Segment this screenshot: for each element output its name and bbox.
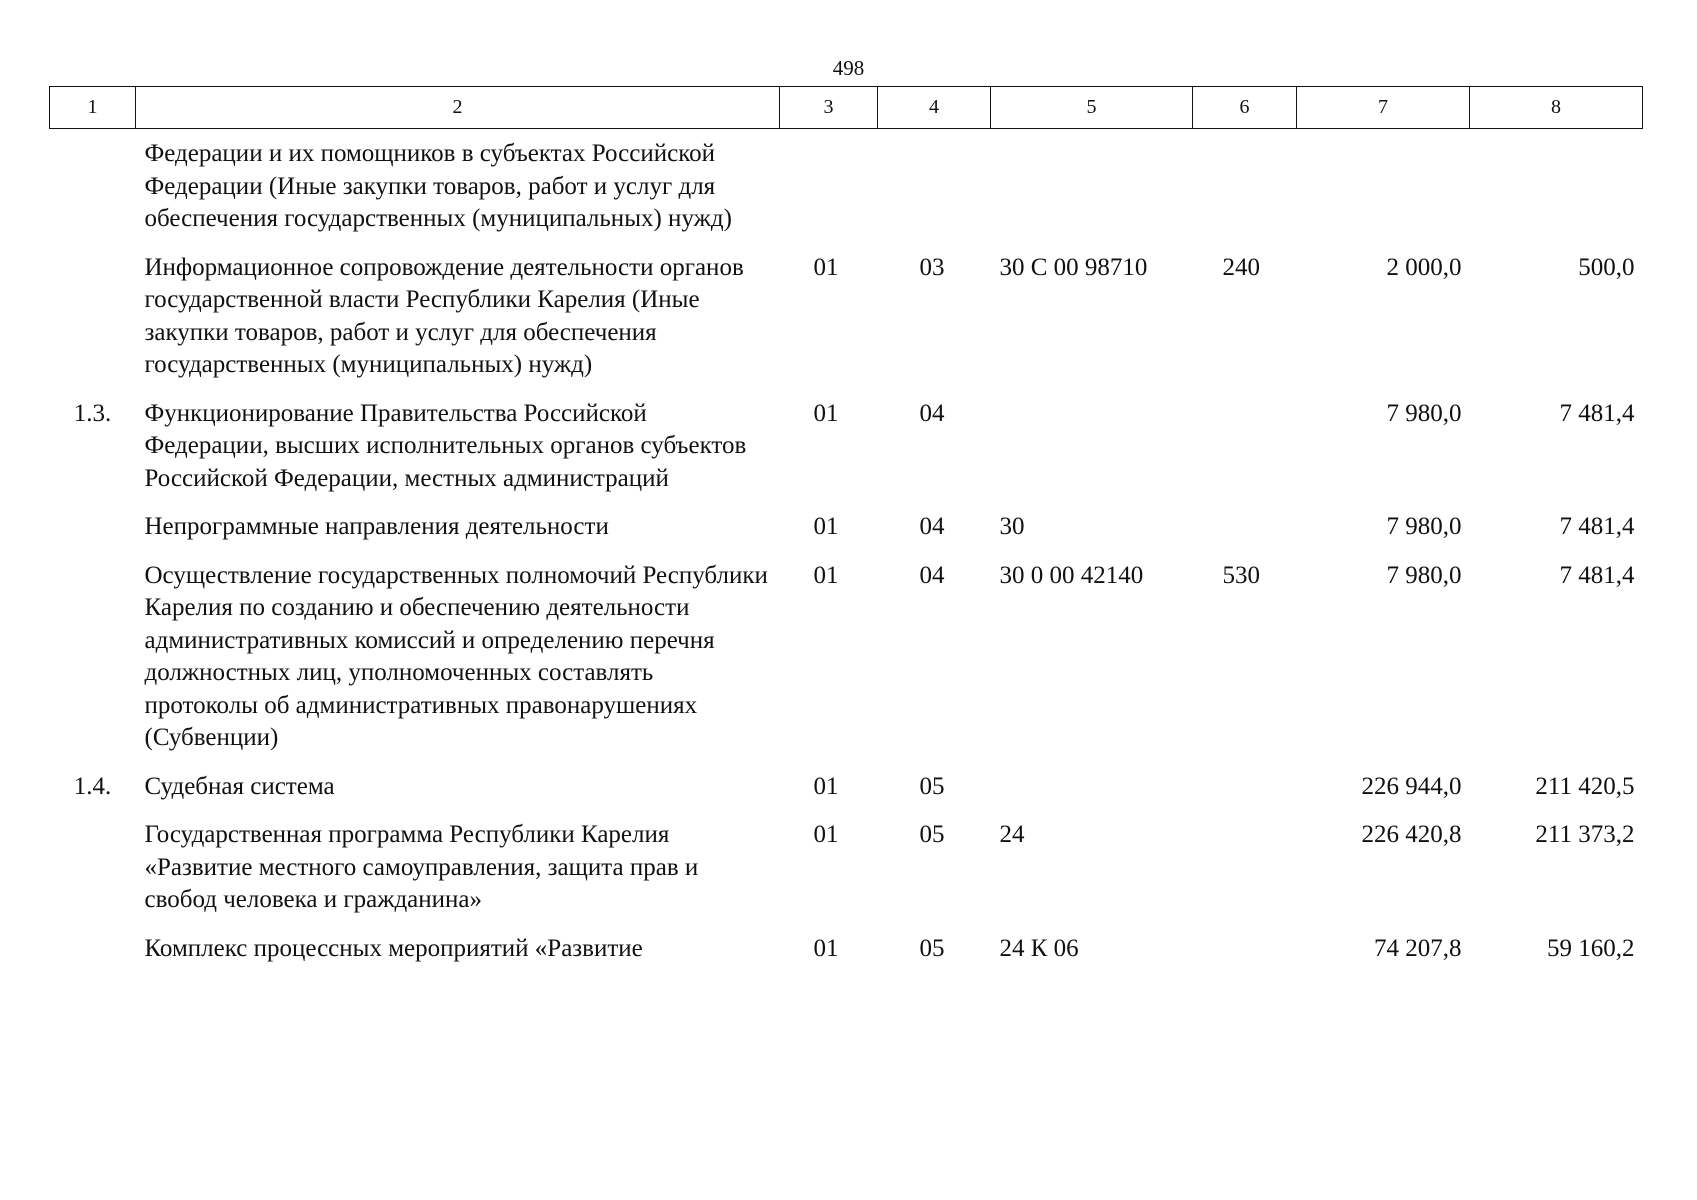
row-target-article <box>991 771 1193 820</box>
row-target-article: 30 0 00 42140 <box>999 561 1144 589</box>
header-col-6: 6 <box>1193 87 1297 129</box>
row-amount-planned: 74 207,8 <box>1374 934 1462 962</box>
row-expense-type <box>1193 398 1297 512</box>
table-row <box>50 560 1643 771</box>
row-number <box>50 819 136 933</box>
row-amount-planned <box>1297 129 1470 252</box>
row-amount-executed: 7 481,4 <box>1559 513 1635 540</box>
row-amount-planned: 7 980,0 <box>1386 399 1462 427</box>
header-col-4: 4 <box>878 87 991 129</box>
row-amount-executed: 211 420,5 <box>1535 772 1635 800</box>
row-name: Государственная программа Республики Карелия «Развитие местного самоуправления, защита прав и свобод человека и гражданина» <box>144 821 699 913</box>
row-number <box>50 933 136 982</box>
table-row <box>50 398 1643 512</box>
row-section: 01 <box>813 821 839 848</box>
page-number: 498 <box>832 56 865 80</box>
table-row <box>50 819 1643 933</box>
row-target-article <box>991 129 1193 252</box>
row-section: 01 <box>813 934 839 962</box>
row-subsection <box>878 129 991 252</box>
row-subsection: 05 <box>919 772 945 800</box>
row-name: Осуществление государственных полномочий Республики Карелия по созданию и обеспечению деятельности административных комиссий и определению перечня должностных лиц, уполномоченных составлять протоколы об административных правонарушениях (Субвенции) <box>144 561 768 751</box>
row-name: Непрограммные направления деятельности <box>144 513 609 540</box>
header-col-2: 2 <box>136 87 780 129</box>
header-col-5: 5 <box>991 87 1193 129</box>
row-expense-type <box>1193 129 1297 252</box>
row-amount-executed: 7 481,4 <box>1559 561 1635 589</box>
row-amount-planned: 226 944,0 <box>1361 772 1462 800</box>
row-target-article <box>991 398 1193 512</box>
row-section: 01 <box>813 513 839 540</box>
row-number: 1.4. <box>73 772 112 800</box>
row-amount-executed: 500,0 <box>1578 253 1635 281</box>
header-row <box>50 87 1643 129</box>
table-row <box>50 129 1643 252</box>
header-col-8: 8 <box>1470 87 1643 129</box>
row-subsection: 05 <box>919 934 945 962</box>
row-amount-executed: 7 481,4 <box>1559 399 1635 427</box>
row-number <box>50 129 136 252</box>
header-col-3: 3 <box>780 87 878 129</box>
row-amount-planned: 7 980,0 <box>1386 513 1462 540</box>
row-amount-executed <box>1470 129 1643 252</box>
row-section <box>780 129 878 252</box>
row-number <box>50 560 136 771</box>
row-target-article: 30 <box>999 513 1025 540</box>
table-row <box>50 511 1643 560</box>
row-name: Функционирование Правительства Российской Федерации, высших исполнительных органов субъектов Российской Федерации, местных администраций <box>144 399 747 492</box>
row-amount-planned: 7 980,0 <box>1386 561 1462 589</box>
row-expense-type <box>1193 511 1297 560</box>
row-section: 01 <box>813 253 839 281</box>
table-row <box>50 771 1643 820</box>
table-row <box>50 252 1643 398</box>
row-target-article: 24 К 06 <box>999 934 1079 962</box>
budget-table <box>49 86 1643 981</box>
row-subsection: 04 <box>919 513 945 540</box>
row-name: Судебная система <box>144 772 335 800</box>
row-number <box>50 252 136 398</box>
table-header <box>50 87 1643 129</box>
row-target-article: 24 <box>999 821 1025 848</box>
row-number <box>50 511 136 560</box>
row-expense-type: 530 <box>1222 561 1260 589</box>
row-amount-executed: 211 373,2 <box>1535 821 1635 848</box>
row-expense-type <box>1193 771 1297 820</box>
row-section: 01 <box>813 561 839 589</box>
header-col-1: 1 <box>50 87 136 129</box>
row-expense-type <box>1193 819 1297 933</box>
row-name: Информационное сопровождение деятельности органов государственной власти Республики Карелия (Иные закупки товаров, работ и услуг для обеспечения государственных (муниципальных) нужд) <box>144 253 744 378</box>
row-subsection: 04 <box>919 399 945 427</box>
header-col-7: 7 <box>1297 87 1470 129</box>
table-row <box>50 933 1643 982</box>
row-name: Федерации и их помощников в субъектах Российской Федерации (Иные закупки товаров, работ и услуг для обеспечения государственных (муниципальных) нужд) <box>144 140 732 232</box>
table-body <box>50 129 1643 982</box>
row-section: 01 <box>813 399 839 427</box>
row-subsection: 04 <box>919 561 945 589</box>
row-section: 01 <box>813 772 839 800</box>
row-name: Комплекс процессных мероприятий «Развитие <box>144 934 643 962</box>
row-amount-executed: 59 160,2 <box>1547 934 1635 962</box>
row-amount-planned: 226 420,8 <box>1361 821 1462 848</box>
row-expense-type <box>1193 933 1297 982</box>
row-target-article: 30 С 00 98710 <box>999 253 1148 281</box>
row-number: 1.3. <box>73 399 112 427</box>
row-subsection: 03 <box>919 253 945 281</box>
row-expense-type: 240 <box>1222 253 1260 281</box>
row-subsection: 05 <box>919 821 945 848</box>
row-amount-planned: 2 000,0 <box>1386 253 1462 281</box>
